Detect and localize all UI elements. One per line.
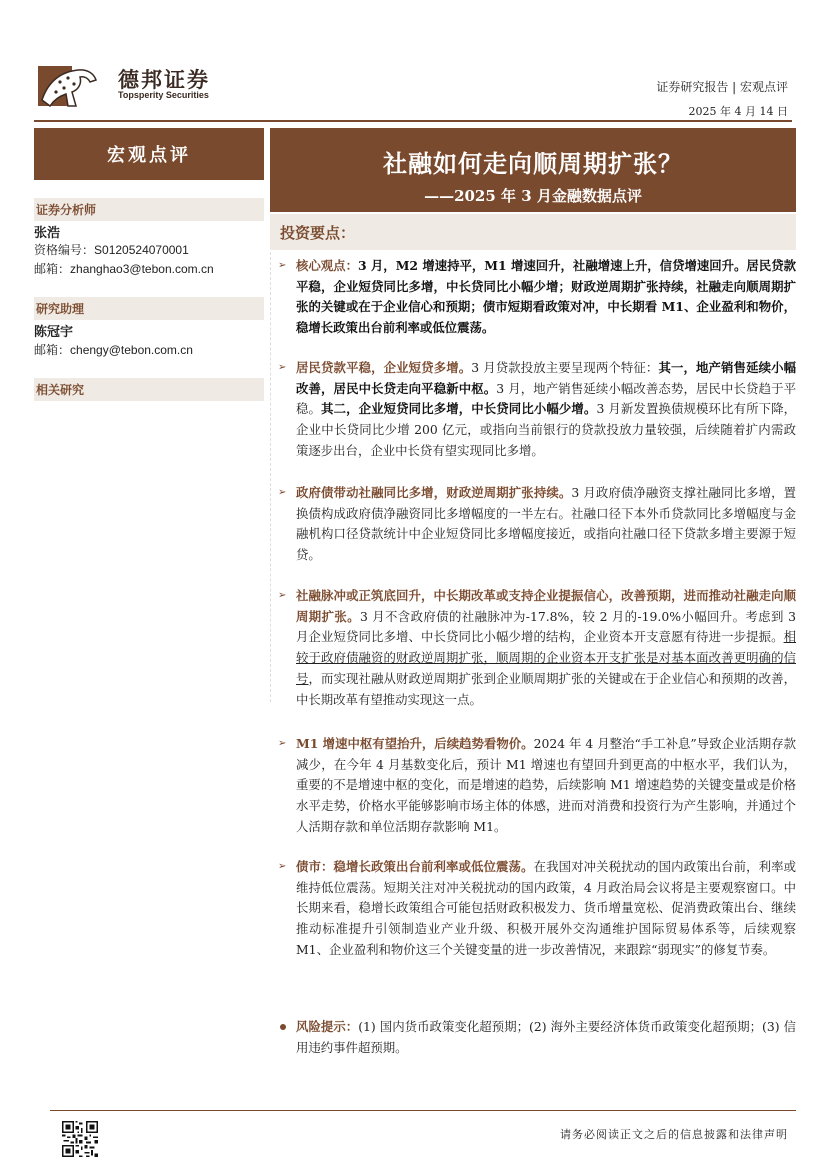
report-title: 社融如何走向顺周期扩张？ [383, 149, 683, 178]
report-category: 证券研究报告 | 宏观点评 [656, 80, 788, 94]
point-lead: 债市：稳增长政策出台前利率或低位震荡。 [296, 859, 534, 874]
brand-logo-icon [38, 60, 98, 112]
point-lead: 社融脉冲或正筑底回升，中长期改革或支持企业提振信心，改善预期，进而推动社融走向顺周期扩张。 [296, 588, 796, 624]
point-text: 3 月新发置换债规模环比有所下降，企业中长贷同比少增 200 亿元，或指向当前银行的贷款投放力量较强，后续随着扩内需政策逐步出台，企业中长贷有望实现同比多增。 [296, 401, 797, 458]
investment-label: 投资要点： [280, 224, 356, 242]
brand-name-en: Topsperity Securities [118, 90, 209, 100]
point-text: 3 月政府债净融资支撑社融同比多增，置换债构成政府债净融资同比多增幅度的一半左右。社融口径下本外币贷款同比多增幅度与金融机构口径贷款统计中企业短贷同比多增幅度接近，或指向社融口径下贷款多增主要源于短贷。 [296, 485, 797, 563]
risk-lead: 风险提示： [296, 1019, 359, 1034]
arrow-bullet-icon: ➢ [278, 590, 287, 601]
sidebar-title: 宏观点评 [34, 128, 264, 180]
point-text: ，而实现社融从财政逆周期扩张到企业顺周期扩张的关键或在于企业信心和预期的改善，中长期改革有望推动实现这一点。 [296, 670, 797, 707]
point-underlined: 相较于政府债融资的财政逆周期扩张，顺周期的企业资本开支扩张是对基本面改善更明确的信号 [296, 629, 796, 686]
arrow-bullet-icon: ➢ [278, 738, 287, 749]
analyst-email [34, 260, 214, 277]
analyst-name: 张浩 [34, 226, 61, 241]
analyst-cert-label: 资格编号： [34, 243, 95, 257]
report-subtitle: ——2025 年 3 月金融数据点评 [424, 187, 642, 205]
point-bold: 其一，地产销售延续小幅改善，居民中长贷走向平稳新中枢。 [296, 360, 797, 396]
brand-name: 德邦证券 [118, 68, 210, 92]
assistant-section-title: 研究助理 [34, 297, 264, 320]
point-core-view [278, 256, 796, 339]
arrow-bullet-icon: ➢ [278, 861, 287, 872]
point-social-financing-pulse [278, 586, 796, 710]
analyst-cert [34, 241, 189, 258]
point-text: 3 月贷款投放主要呈现两个特征： [471, 360, 659, 375]
column-divider [270, 252, 271, 702]
risk-text: (1) 国内货币政策变化超预期；(2) 海外主要经济体货币政策变化超预期；(3) 信用违约事件超预期。 [296, 1019, 796, 1055]
assistant-name: 陈冠宇 [34, 325, 74, 340]
point-lead: M1 增速中枢有望抬升，后续趋势看物价。 [296, 736, 534, 751]
arrow-bullet-icon: ➢ [278, 487, 287, 498]
point-household-loans [278, 358, 796, 462]
assistant-email-value[interactable]: chengy@tebon.com.cn [70, 343, 193, 357]
point-risk [278, 1017, 796, 1058]
qr-code-icon [62, 1121, 98, 1157]
report-title-box [270, 128, 796, 212]
point-text: 在我国对冲关税扰动的国内政策出台前，利率或维持低位震荡。短期关注对冲关税扰动的国内政策，4 月政治局会议将是主要观察窗口。中长期来看，稳增长政策组合可能包括财政积极发力、货币增量宽松、促消费政策出台、继续推动标准提升引领制造业产业升级、积极开展外交沟通维护国际贸易体系等，后续观察 M1、企业盈利和物价这三个关键变量的进一步改善情况，来跟踪“弱现实”的修复节奏。 [296, 859, 797, 957]
round-bullet-icon [280, 1024, 286, 1030]
arrow-bullet-icon: ➢ [278, 362, 287, 373]
point-text: 2024 年 4 月整治“手工补息”导致企业活期存款减少，在今年 4 月基数变化后，预计 M1 增速也有望回升到更高的中枢水平，我们认为，重要的不是增速中枢的变化，而是增速的趋势，后续影响 M1 增速趋势的关键变量或是价格水平走势，价格水平能够影响市场主体的体感，进而对消费和投资行为产生影响，并通过个人活期存款和单位活期存款影响 M1。 [296, 736, 797, 834]
assistant-email [34, 341, 193, 358]
point-bond-market [278, 857, 796, 961]
point-text: 3 月，地产销售延续小幅改善态势，居民中长贷趋于平稳。 [296, 380, 796, 417]
point-government-bonds [278, 483, 796, 566]
point-lead: 政府债带动社融同比多增，财政逆周期扩张持续。 [296, 485, 572, 500]
header-divider [34, 120, 792, 122]
related-section-title: 相关研究 [34, 378, 264, 401]
point-bold: 其二，企业短贷同比多增，中长贷同比小幅少增。 [321, 401, 597, 417]
report-date: 2025 年 4 月 14 日 [688, 105, 788, 118]
point-lead: 居民贷款平稳，企业短贷多增。 [296, 360, 472, 375]
analyst-email-label: 邮箱： [34, 262, 71, 276]
point-m1-growth [278, 734, 796, 838]
point-lead: 核心观点： [296, 258, 358, 273]
analyst-email-value[interactable]: zhanghao3@tebon.com.cn [70, 262, 214, 276]
arrow-bullet-icon: ➢ [278, 260, 287, 271]
point-text: 3 月不含政府债的社融脉冲为-17.8%，较 2 月的-19.0%小幅回升。考虑到 3 月企业短贷同比多增、中长贷同比小幅少增的结构，企业资本开支意愿有待进一步提振。 [296, 608, 796, 645]
footer-divider [50, 1110, 796, 1111]
point-bold: 3 月，M2 增速持平，M1 增速回升，社融增速上升，信贷增速回升。居民贷款平稳，企业短贷同比多增，中长贷同比小幅少增；财政逆周期扩张持续，社融走向顺周期扩张的关键或在于企业信心和预期；债市短期看政策对冲，中长期看 M1、企业盈利和物价，稳增长政策出台前利率或低位震荡。 [296, 258, 796, 336]
investment-header [270, 214, 796, 250]
analyst-section-title: 证券分析师 [34, 198, 264, 221]
analyst-cert-value: S0120524070001 [94, 243, 189, 257]
footer-disclaimer: 请务必阅读正文之后的信息披露和法律声明 [560, 1128, 788, 1141]
assistant-email-label: 邮箱： [34, 343, 71, 357]
